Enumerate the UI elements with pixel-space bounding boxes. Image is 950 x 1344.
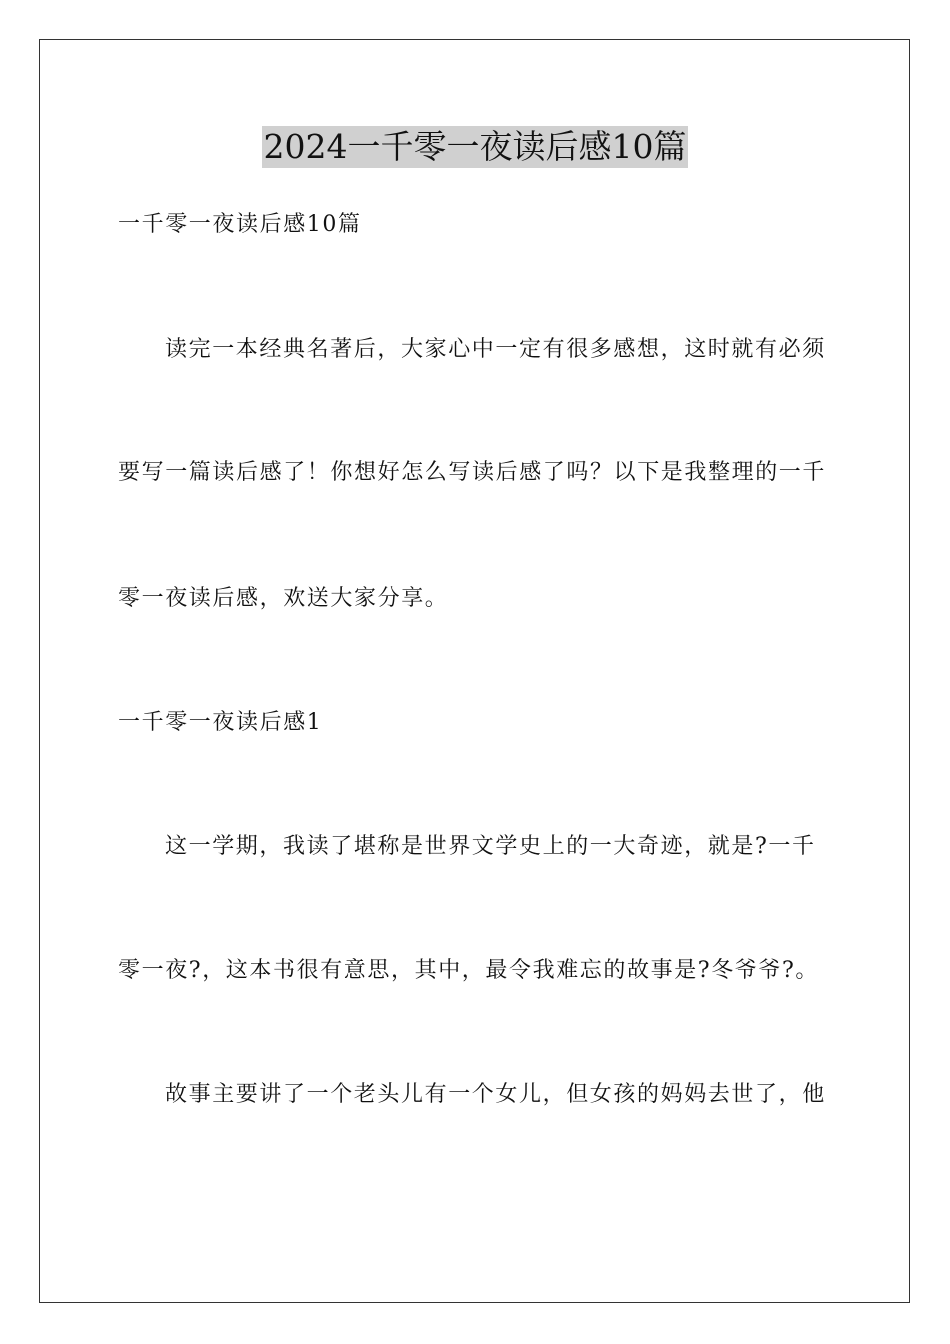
section-heading: 一千零一夜读后感1 <box>118 710 323 735</box>
document-title: 2024一千零一夜读后感10篇 <box>263 127 687 166</box>
paragraph-line: 读完一本经典名著后，大家心中一定有很多感想，这时就有必须 <box>165 337 826 362</box>
title-container <box>0 126 950 168</box>
paragraph-line: 这一学期，我读了堪称是世界文学史上的一大奇迹，就是?一千 <box>165 834 816 859</box>
paragraph-line: 零一夜读后感，欢送大家分享。 <box>118 586 449 611</box>
paragraph-line: 故事主要讲了一个老头儿有一个女儿，但女孩的妈妈去世了，他 <box>165 1082 826 1107</box>
section-heading: 一千零一夜读后感10篇 <box>118 212 362 237</box>
paragraph-line: 要写一篇读后感了！你想好怎么写读后感了吗？以下是我整理的一千 <box>118 460 827 485</box>
paragraph-line: 零一夜?，这本书很有意思，其中，最令我难忘的故事是?冬爷爷?。 <box>118 958 819 983</box>
